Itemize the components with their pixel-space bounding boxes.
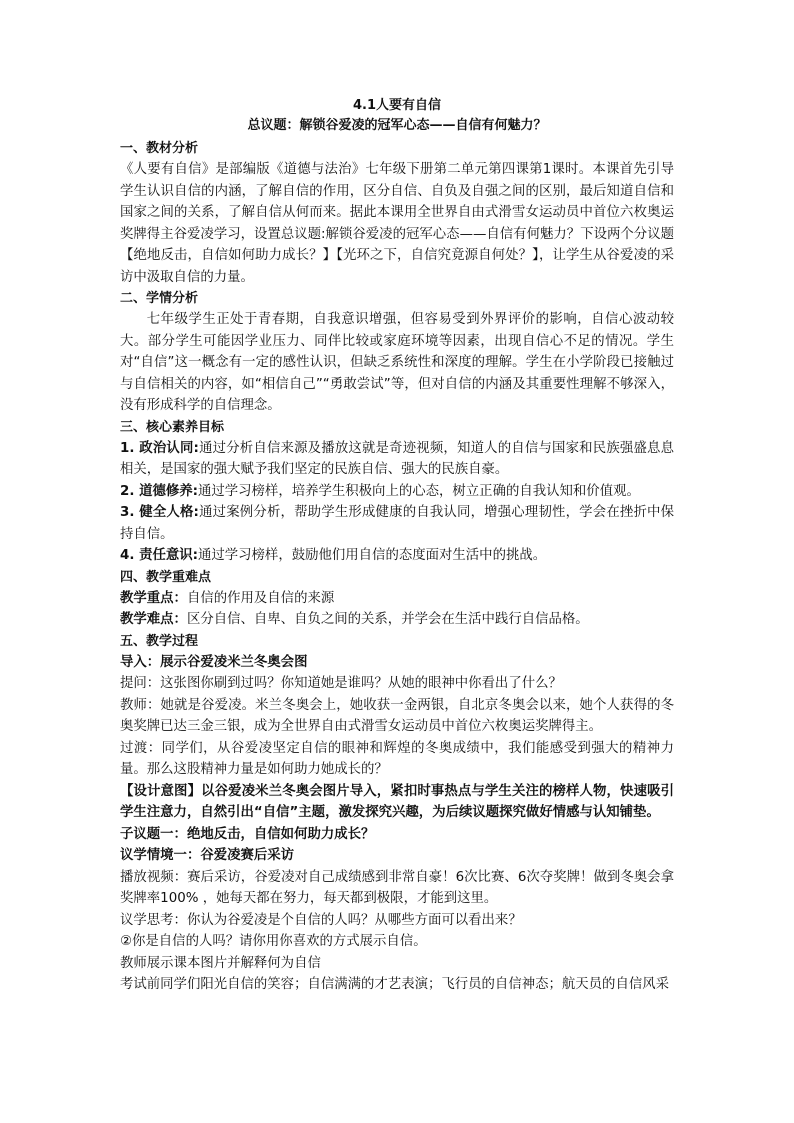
teaching-difficult-text: 区分自信、自卑、自负之间的关系，并学会在生活中践行自信品格。	[186, 612, 589, 627]
teaching-key-point	[120, 588, 674, 610]
textbook-analysis-body: 《人要有自信》是部编版《道德与法治》七年级下册第二单元第四课第1课时。本课首先引导学生认识自信的内涵，了解自信的作用，区分自信、自负及自强之间的区别，最后知道自信和国家之间的关系，了解自信从何而来。据此本课用全世界自由式滑雪女运动员中首位六枚奥运奖牌得主谷爱凌学习，设置总议题:解锁谷爱凌的冠军心态——自信有何魅力？下设两个分议题【绝地反击，自信如何助力成长？】【光环之下，自信究竟源自何处？】，让学生从谷爱凌的采访中汲取自信的力量。	[120, 162, 674, 285]
section-heading-student-analysis: 二、学情分析	[120, 291, 199, 306]
goal-item	[120, 502, 674, 545]
goal-item-label: 4. 责任意识:	[120, 548, 198, 563]
goal-item	[120, 545, 674, 567]
section-heading-teaching-process: 五、教学过程	[120, 633, 199, 649]
teaching-key-text: 自信的作用及自信的来源	[186, 590, 335, 606]
section-heading-textbook-analysis: 一、教材分析	[120, 141, 199, 156]
learning-question-two: ②你是自信的人吗？请你用你喜欢的方式展示自信。	[120, 934, 427, 949]
teacher-show-text: 教师展示课本图片并解释何为自信	[120, 955, 321, 971]
teaching-difficult-point	[120, 609, 674, 631]
document-title: 4.1人要有自信	[352, 98, 442, 113]
video-description: 播放视频：赛后采访，谷爱凌对自己成绩感到非常自豪！6次比赛、6次夺奖牌！做到冬奥会拿奖牌率100% ，她每天都在努力，每天都到极限，才能到这里。	[120, 869, 674, 906]
sub-topic-one: 子议题一：绝地反击，自信如何助力成长？	[120, 826, 375, 842]
goal-item-text: 通过学习榜样，鼓励他们用自信的态度面对生活中的挑战。	[197, 548, 547, 563]
confidence-examples: 考试前同学们阳光自信的笑容；自信满满的才艺表演；飞行员的自信神态；航天员的自信风采	[120, 977, 670, 992]
learning-think-question: 议学思考：你认为谷爱凌是个自信的人吗？从哪些方面可以看出来？	[120, 912, 522, 928]
goal-item	[120, 481, 674, 503]
design-intent: 【设计意图】以谷爱凌米兰冬奥会图片导入，紧扣时事热点与学生关注的榜样人物，快速吸引学生注意力，自然引出“自信”主题，激发探究兴趣，为后续议题探究做好情感与认知铺垫。	[120, 783, 674, 820]
student-analysis-body: 七年级学生正处于青春期，自我意识增强，但容易受到外界评价的影响，自信心波动较大。部分学生可能因学业压力、同伴比较或家庭环境等因素，出现自信心不足的情况。学生对“自信”这一概念有一定的感性认识，但缺乏系统性和深度的理解。学生在小学阶段已接触过与自信相关的内容，如“相信自己”“勇敢尝试”等，但对自信的内涵及其重要性理解不够深入，没有形成科学的自信理念。	[120, 312, 674, 413]
section-heading-key-difficult: 四、教学重难点	[120, 569, 212, 585]
intro-question: 提问：这张图你刷到过吗？你知道她是谁吗？从她的眼神中你看出了什么？	[120, 676, 562, 691]
goal-item-text: 通过学习榜样，培养学生积极向上的心态，树立正确的自我认知和价值观。	[197, 483, 640, 499]
teaching-key-label: 教学重点：	[120, 590, 187, 606]
goal-item-label: 3. 健全人格:	[120, 505, 199, 520]
goal-item-text: 通过案例分析，帮助学生形成健康的自我认同，增强心理韧性，学会在挫折中保持自信。	[120, 505, 675, 542]
goal-item	[120, 438, 674, 481]
goal-item-text: 通过分析自信来源及播放这就是奇迹视频，知道人的自信与国家和民族强盛息息相关，是国家的强大赋予我们坚定的民族自信、强大的民族自豪。	[120, 440, 675, 477]
teacher-statement: 教师：她就是谷爱凌。米兰冬奥会上，她收获一金两银，自北京冬奥会以来，她个人获得的冬奥奖牌已达三金三银，成为全世界自由式滑雪女运动员中首位六枚奥运奖牌得主。	[120, 697, 674, 734]
learning-situation-one: 议学情境一：谷爱凌赛后采访	[120, 848, 295, 863]
teaching-difficult-label: 教学难点：	[120, 612, 187, 627]
intro-label: 导入：展示谷爱凌米兰冬奥会图	[120, 654, 308, 670]
section-heading-core-goals: 三、核心素养目标	[120, 419, 225, 435]
transition-text: 过渡：同学们，从谷爱凌坚定自信的眼神和辉煌的冬奥成绩中，我们能感受到强大的精神力量。那么这股精神力量是如何助力她成长的？	[120, 740, 674, 777]
document-subtitle: 总议题：解锁谷爱凌的冠军心态——自信有何魅力？	[247, 118, 547, 133]
goal-item-label: 1. 政治认同:	[120, 440, 199, 456]
goal-item-label: 2. 道德修养:	[120, 483, 198, 499]
